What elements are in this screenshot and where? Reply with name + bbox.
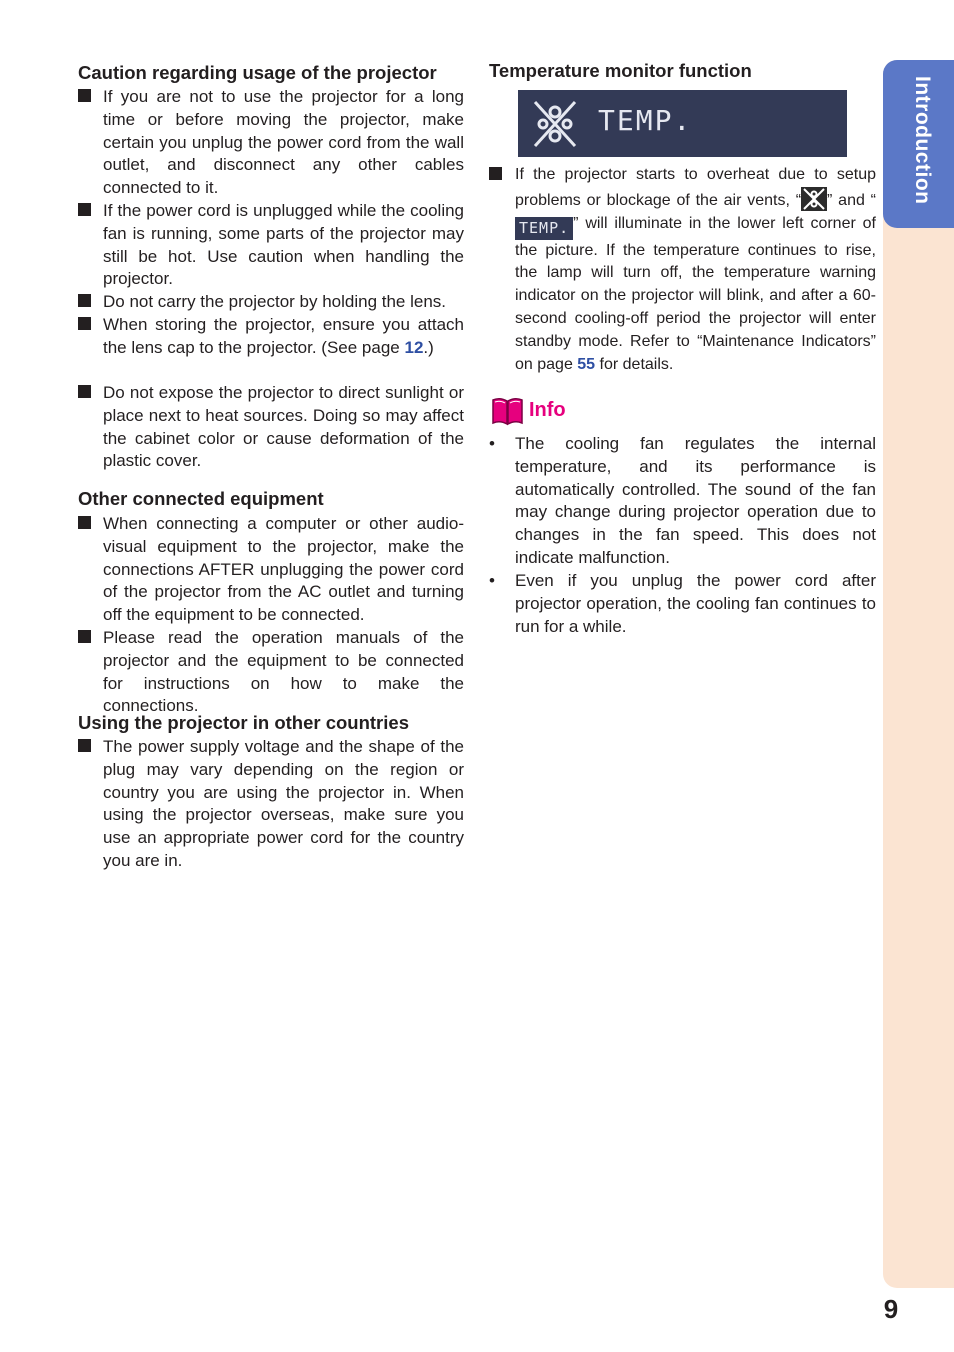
list-item (489, 570, 876, 638)
square-bullet-icon (78, 385, 91, 398)
list-item (78, 291, 464, 314)
page-link[interactable]: 12 (404, 337, 424, 357)
list-item-text: Even if you unplug the power cord after projector operation, the cooling fan continues to run for a while. (515, 571, 876, 636)
square-bullet-icon (78, 203, 91, 216)
list-item (489, 164, 876, 376)
list-item (78, 382, 464, 473)
fan-warning-icon (531, 98, 579, 150)
side-tab-background (883, 60, 954, 1288)
list-item (78, 513, 464, 627)
square-bullet-icon (78, 317, 91, 330)
temp-warning-banner (518, 90, 847, 157)
list-item (78, 86, 464, 200)
temp-label: TEMP. (598, 104, 693, 137)
other-countries-heading: Using the projector in other countries (78, 712, 409, 733)
book-icon (491, 396, 524, 426)
square-bullet-icon (78, 516, 91, 529)
section-tab-label: Introduction (911, 76, 934, 205)
temperature-heading: Temperature monitor function (489, 60, 752, 81)
fan-icon (801, 187, 827, 211)
list-item (78, 736, 464, 873)
list-item-text: If you are not to use the projector for a long time or before moving the projector, make certain you unplug the power cord from the wall outlet, and disconnect any other cables connected to it. (103, 87, 464, 198)
caution-heading: Caution regarding usage of the projector (78, 62, 437, 83)
list-item (489, 433, 876, 570)
list-item-text: Please read the operation manuals of the projector and the equipment to be connected for instructions on how to make the connections. (103, 628, 464, 716)
square-bullet-icon (489, 167, 502, 180)
list-item-text: When connecting a computer or other audio-visual equipment to the projector, make the connections AFTER unplugging the power cord of the projector from the AC outlet and turning off the equipment to be connected. (103, 514, 464, 625)
info-title: Info (529, 399, 566, 421)
square-bullet-icon (78, 89, 91, 102)
list-item (78, 314, 464, 360)
list-item-text: When storing the projector, ensure you attach the lens cap to the projector. (See page 12.) (103, 315, 464, 357)
other-equipment-heading: Other connected equipment (78, 488, 324, 509)
square-bullet-icon (78, 630, 91, 643)
list-item-text: Do not expose the projector to direct sunlight or place next to heat sources. Doing so may affect the cabinet color or cause deformation of the plastic cover. (103, 383, 464, 471)
square-bullet-icon (78, 739, 91, 752)
square-bullet-icon (78, 294, 91, 307)
list-item (78, 200, 464, 291)
page-link[interactable]: 55 (577, 355, 596, 373)
temp-badge: TEMP. (515, 217, 573, 240)
list-item-text: If the projector starts to overheat due to setup problems or blockage of the air vents, “ ” and “TEMP. ” will illuminate in the lower left corner of the picture. If the temperature continues to rise, the lamp will turn off, the temperature warning indicator on the projector will blink, and after a 60-second cooling-off period the projector will enter standby mode. Refer to “Maintenance Indicators” on page 55 for details. (515, 166, 876, 373)
bullet-dot: • (489, 571, 495, 590)
list-item-text: If the power cord is unplugged while the cooling fan is running, some parts of the projector may still be hot. Use caution when handling the projector. (103, 201, 464, 289)
list-item-text: The power supply voltage and the shape of the plug may vary depending on the region or country you are using the projector in. When using the projector overseas, make sure you use an appropriate power cord for the country you are in. (103, 737, 464, 870)
list-item-text: Do not carry the projector by holding the lens. (103, 292, 447, 311)
page-number: 9 (883, 1294, 899, 1324)
list-item-text: The cooling fan regulates the internal temperature, and its performance is automatically controlled. The sound of the fan may change during projector operation due to changes in the fan speed. This does not indicate malfunction. (515, 434, 876, 567)
list-item (78, 627, 464, 718)
bullet-dot: • (489, 434, 495, 453)
